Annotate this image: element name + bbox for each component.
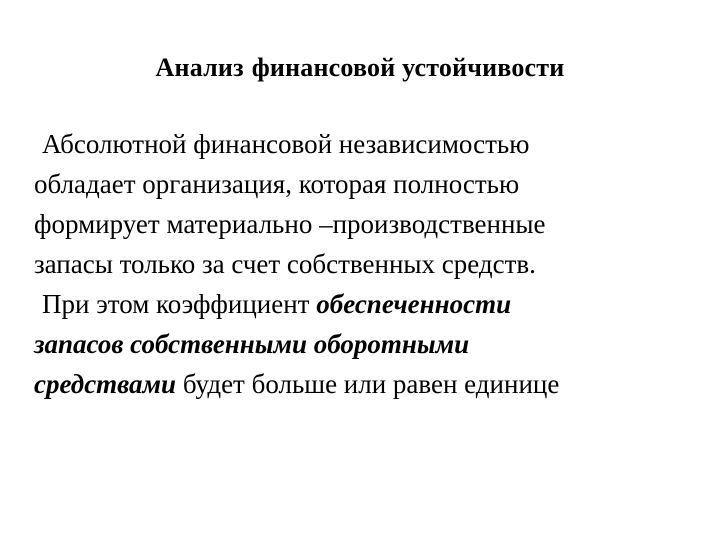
paragraph2-line3-emphasis: средствами [34,369,177,399]
paragraph1-line-4: запасы только за счет собственных средств. [34,249,536,279]
paragraph-absolute-independence [34,124,706,284]
paragraph2-line1-emphasis: обеспеченности [316,289,512,319]
slide-body [34,124,706,404]
paragraph2-line-3 [34,364,706,404]
paragraph1-line-2: обладает организация, которая полностью [34,169,520,199]
title-rest: финансовой устойчивости [251,53,565,82]
title-word-analysis: Анализ [155,53,244,82]
paragraph2-line3-text: будет больше или равен единице [176,369,560,399]
paragraph2-line1-text: При этом коэффициент [42,289,317,319]
paragraph-coefficient [34,284,706,404]
paragraph2-line-1 [34,284,706,324]
paragraph1-line-3: формирует материально –производственные [34,209,546,239]
paragraph2-line-2: запасов собственными оборотными [34,329,470,359]
paragraph1-line-1: Абсолютной финансовой независимостью [42,129,530,159]
slide-title [0,50,720,86]
